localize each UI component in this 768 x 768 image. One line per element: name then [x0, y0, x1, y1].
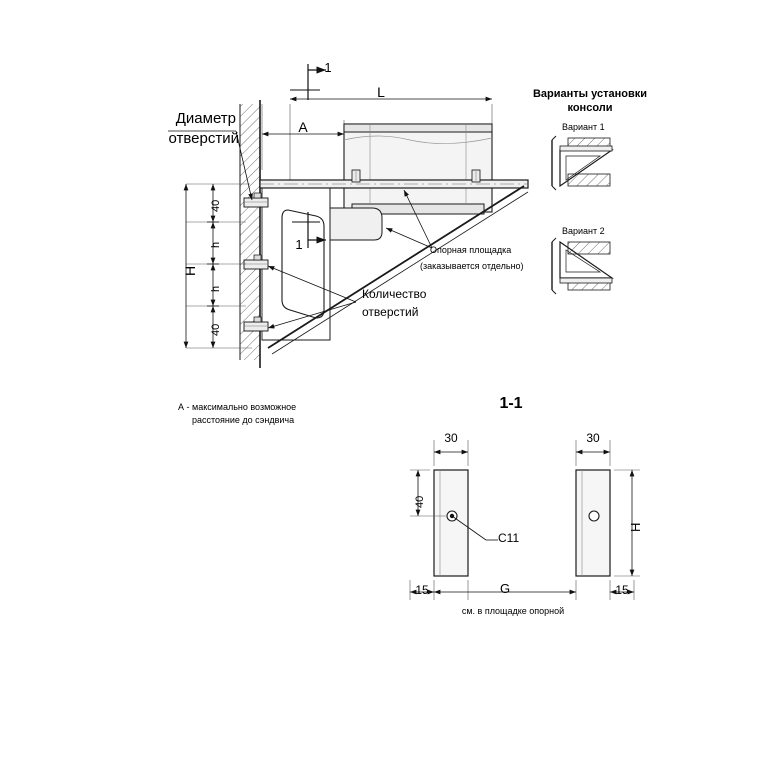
support-plate-label-line1: Опорная площадка	[430, 245, 512, 255]
section-hole-diameter: С11	[498, 531, 520, 545]
dimension-A-label: A	[298, 119, 308, 135]
support-plate-label-line2: (заказывается отдельно)	[420, 261, 524, 271]
section-dim-30-right: 30	[586, 431, 600, 445]
section-plate-right	[576, 470, 610, 576]
chimney-pipe	[344, 124, 492, 214]
note-A-line1: А - максимально возможное	[178, 402, 297, 412]
dimension-L-label: L	[377, 84, 385, 100]
dimension-40-top-label: 40	[210, 199, 222, 212]
hole-count-label-line2: отверстий	[362, 305, 419, 319]
variant-1-label: Вариант 1	[562, 122, 605, 132]
dimension-A	[262, 104, 344, 176]
dimension-h-lower-label: h	[210, 285, 222, 292]
variants-title-line2: консоли	[567, 102, 613, 114]
section-dim-15-left: 15	[415, 583, 429, 597]
section-dim-30-left: 30	[444, 431, 458, 445]
section-note: см. в площадке опорной	[461, 606, 565, 616]
section-mark-top-label: 1	[324, 60, 332, 75]
section-dim-H: H	[628, 522, 643, 532]
variant-1-figure	[552, 136, 612, 190]
clamp-bolt-left	[352, 170, 360, 182]
clamp-bolt-right	[472, 170, 480, 182]
section-dim-15-right: 15	[615, 583, 629, 597]
bracket-arm	[260, 180, 528, 188]
section-dim-40: 40	[414, 495, 426, 508]
hole-count-label-line1: Количество	[362, 287, 427, 301]
section-mark-inner-label: 1	[295, 237, 303, 252]
section-mark-top	[290, 64, 326, 100]
note-A-line2: расстояние до сэндвича	[192, 415, 295, 425]
dimension-40-bottom-label: 40	[210, 323, 222, 336]
leader-hole-count	[268, 266, 356, 328]
variant-2-figure	[552, 238, 612, 294]
variant-2-label: Вариант 2	[562, 226, 605, 236]
section-plate-left	[434, 470, 468, 576]
variants-title-line1: Варианты установки	[532, 88, 648, 100]
hole-diameter-label-line1: Диаметр	[175, 110, 236, 127]
section-dim-G: G	[499, 581, 511, 596]
dimension-h-upper-label: h	[210, 241, 222, 248]
hole-diameter-label-line2: отверстий	[168, 130, 239, 147]
section-view-title: 1-1	[499, 395, 523, 412]
dimension-H-label: H	[182, 265, 198, 276]
